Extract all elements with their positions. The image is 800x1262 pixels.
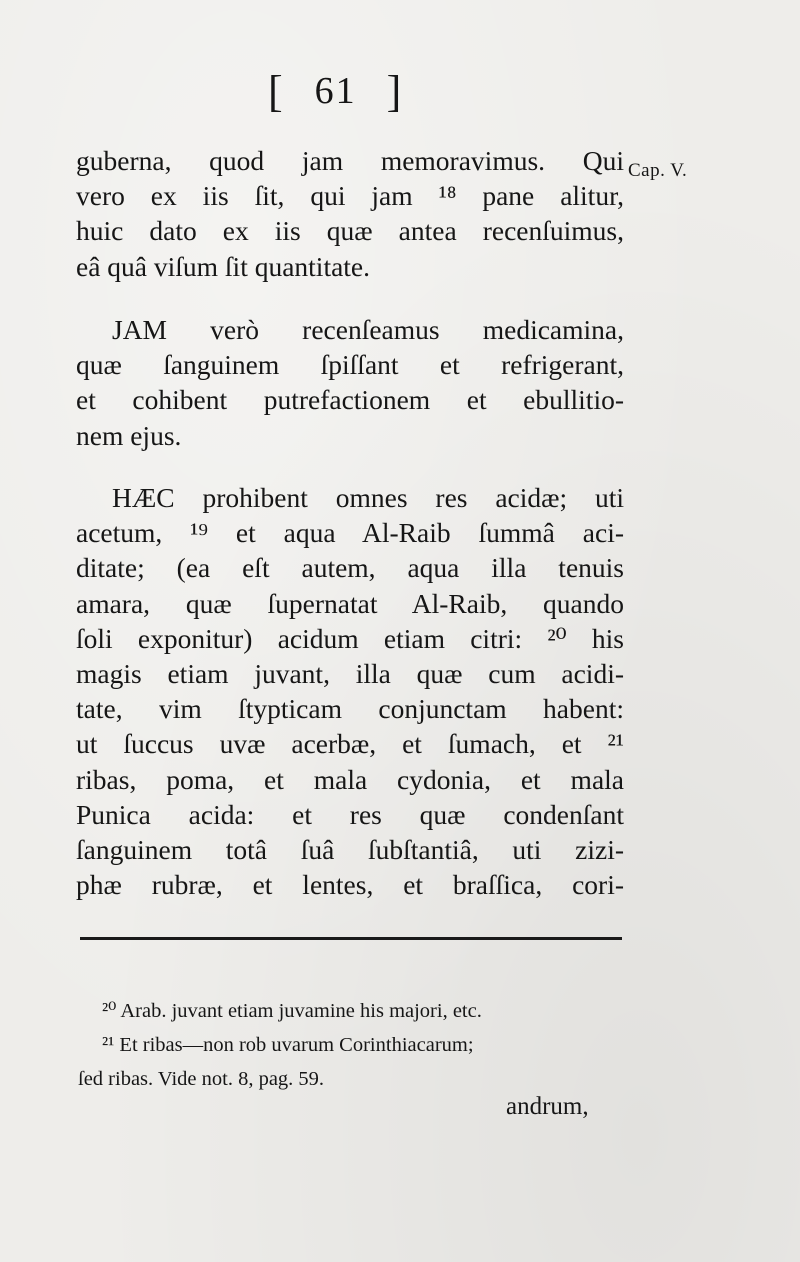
text-line: amara, quæ ſupernatat Al-Raib, quando bbox=[76, 587, 624, 619]
text-line: vero ex iis ſit, qui jam ¹⁸ pane alitur, bbox=[76, 180, 624, 212]
text-line: ſanguinem totâ ſuâ ſubſtantiâ, uti zizi- bbox=[76, 833, 624, 865]
footnote-21-continuation: ſed ribas. Vide not. 8, pag. 59. bbox=[78, 1068, 325, 1090]
text-line: magis etiam juvant, illa quæ cum acidi- bbox=[76, 657, 624, 689]
footnotes bbox=[78, 994, 624, 1096]
paragraph-1 bbox=[76, 143, 624, 284]
text-line: quæ ſanguinem ſpiſſant et refrigerant, bbox=[76, 349, 624, 381]
text-line: eâ quâ viſum ſit quantitate. bbox=[76, 250, 371, 282]
text-line: nem ejus. bbox=[76, 419, 182, 451]
page-number: 61 bbox=[314, 70, 357, 112]
text-line: ditate; (ea eſt autem, aqua illa tenuis bbox=[76, 552, 624, 584]
header-bracket-left: [ bbox=[268, 67, 285, 116]
footnote-divider bbox=[80, 937, 622, 940]
footnote-21: ²¹ Et ribas—non rob uvarum Corinthiacarum; bbox=[102, 1034, 474, 1056]
footnote-20: ²⁰ Arab. juvant etiam juvamine his majori, etc. bbox=[102, 1000, 482, 1022]
paragraph-3 bbox=[76, 480, 624, 902]
text-line: huic dato ex iis quæ antea recenſuimus, bbox=[76, 215, 624, 247]
text-line: ut ſuccus uvæ acerbæ, et ſumach, et ²¹ bbox=[76, 728, 624, 760]
margin-note-chapter: Cap. V. bbox=[628, 160, 688, 181]
text-line: acetum, ¹⁹ et aqua Al-Raib ſummâ aci- bbox=[76, 517, 624, 549]
catchword: andrum, bbox=[506, 1093, 589, 1120]
text-line: tate, vim ſtypticam conjunctam habent: bbox=[76, 693, 624, 725]
text-line: Punica acida: et res quæ condenſant bbox=[76, 798, 624, 830]
text-line: ribas, poma, et mala cydonia, et mala bbox=[76, 763, 624, 795]
text-line: ſoli exponitur) acidum etiam citri: ²⁰ his bbox=[76, 622, 624, 654]
text-line: guberna, quod jam memoravimus. Qui bbox=[76, 145, 624, 176]
text-line: JAM verò recenſeamus medicamina, bbox=[112, 314, 624, 345]
text-line: phæ rubræ, et lentes, et braſſica, cori- bbox=[76, 869, 624, 901]
text-line: HÆC prohibent omnes res acidæ; uti bbox=[112, 482, 624, 513]
paragraph-2 bbox=[76, 312, 624, 453]
page-header bbox=[268, 66, 438, 117]
header-bracket-right: ] bbox=[386, 67, 404, 116]
text-line: et cohibent putrefactionem et ebullitio- bbox=[76, 384, 624, 416]
